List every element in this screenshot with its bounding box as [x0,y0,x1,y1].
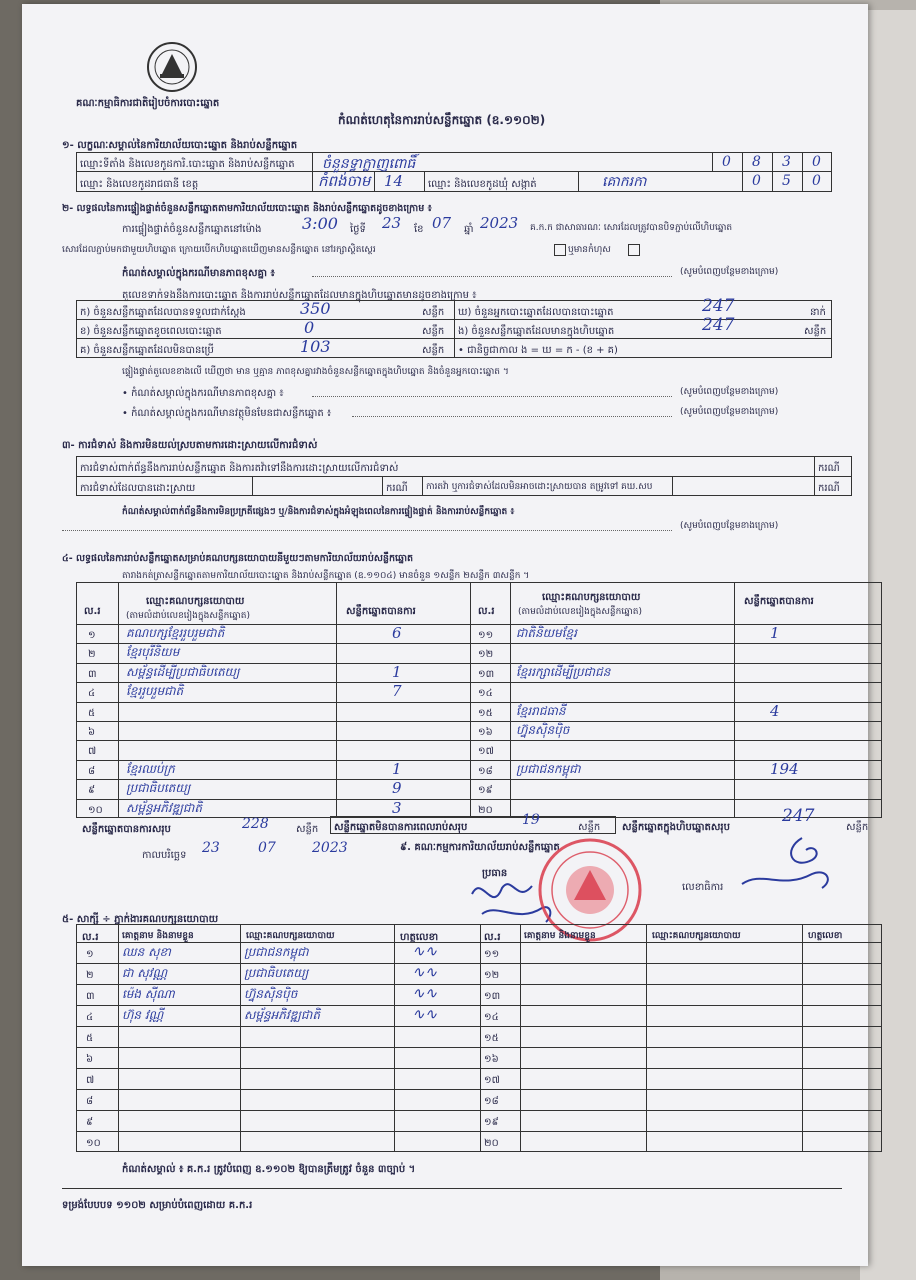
witness-row-no: ១ [86,949,94,960]
total-invalid-value: 19 [522,812,540,828]
party-row-name: ខ្មែរឈប់ក្រ [126,761,175,776]
total-in-box-value: 247 [782,806,815,826]
check-day: 23 [382,214,402,232]
committee-label: ៩. គណៈកម្មការការិយាល័យរាប់សន្លឹកឆ្នោត [400,842,560,853]
witness-row-no: ១១ [484,949,500,960]
witness-row-no: ១៩ [484,1117,499,1128]
party-row-name: ខ្មែររាជធានី [516,703,566,718]
party-row-no: ៥ [88,707,96,719]
check-hour: 3:00 [302,214,338,233]
party-row-votes: 194 [770,759,799,778]
party-row-votes: 6 [392,624,402,642]
irregularity-note: កំណត់សម្គាល់ពាក់ព័ន្ធនឹងការមិនប្រក្រតីផ្សេងៗ ឬ/និងការជំទាស់ក្នុងអំឡុងពេលនៃការផ្ទៀងផ្ទាត់ និងការរាប់សន្លឹកឆ្នោត ៖ [122,507,515,517]
witness-row-no: ១៤ [484,1012,499,1023]
form-sheet: គណៈកម្មាធិការជាតិរៀបចំការបោះឆ្នោត កំណត់ហេតុនៃការរាប់សន្លឹកឆ្នោត (ឧ.១១០២) ១- លក្ខណៈសម្គាល់នៃការិយាល័យបោះឆ្នោត និងរាប់សន្លឹកឆ្នោត ឈ្មោះទីតាំង និងលេខកូដការិ.បោះឆ្នោត និងរាប់សន្លឹកឆ្នោត ចំនួនទ្វាក្លាញពោធិ៍ 0 8 3 0 ឈ្មោះ និងលេខកូដរាជធានី ខេត្ត កំពង់ចាម 14 ឈ្មោះ និងលេខកូដឃុំ សង្កាត់ គោករកា 0 5 0 ២- លទ្ធផលនៃការផ្ទៀងផ្ទាត់ចំនួនសន្លឹកឆ្នោតតាមការិយាល័យបោះឆ្នោត និងរាប់សន្លឹកឆ្នោតដូចខាងក្រោម ៖ ការផ្ទៀងផ្ទាត់ចំនួនសន្លឹកឆ្នោតនៅម៉ោង 3:00 ថ្ងៃទី 23 ខែ 07 ឆ្នាំ 2023 គ.ក.ក ជាសាធារណៈ សោរដែលត្រូវបានបិទភ្ជាប់លើហិបឆ្នោត សោរដែលភ្ជាប់មកជាមួយហិបឆ្នោត ក្រោយបើកហិបឆ្នោតឃើញមានសន្លឹកឆ្នោត នៅរក្សាស្ថិតស្ថេរ ឬមានកំហុស កំណត់សម្គាល់ក្នុងករណីមានភាពខុសគ្នា ៖ (សូមបំពេញបន្ថែមខាងក្រោម) តួលេខទាក់ទងនឹងការបោះឆ្នោត និងការរាប់សន្លឹកឆ្នោតដែលមានក្នុងហិបឆ្នោតមានដូចខាងក្រោម ៖ ក) ចំនួនសន្លឹកឆ្នោតដែលបានទទួលជាក់ស្តែង 350 សន្លឹក ខ) ចំនួនសន្លឹកឆ្នោតខូចពេលបោះឆ្នោត 0 សន្លឹក គ) ចំនួនសន្លឹកឆ្នោតដែលមិនបានប្រើ 103 សន្លឹក ឃ) ចំនួនអ្នកបោះឆ្នោតដែលបានបោះឆ្នោត 247 នាក់ ង) ចំនួនសន្លឹកឆ្នោតដែលមានក្នុងហិបឆ្នោត 247 សន្លឹក • ជានិច្ចជាកាល ង = ឃ = ក - (ខ + គ) ផ្ទៀងផ្ទាត់តួលេខខាងលើ ឃើញថា មាន ឬគ្មាន ភាពខុសគ្នារវាងចំនួនសន្លឹកឆ្នោតក្នុងហិបឆ្នោត និងចំនួនអ្នកបោះឆ្នោត ។ • កំណត់សម្គាល់ក្នុងករណីមានភាពខុសគ្នា ៖ (សូមបំពេញបន្ថែមខាងក្រោម) • កំណត់សម្គាល់ក្នុងករណីមានវត្ថុមិនមែនជាសន្លឹកឆ្នោត ៖ (សូមបំពេញបន្ថែមខាងក្រោម) ៣- ការជំទាស់ និងការមិនយល់ស្របតាមការដោះស្រាយលើការជំទាស់ ការជំទាស់ពាក់ព័ន្ធនឹងការរាប់សន្លឹកឆ្នោត និងការតវ៉ាទៅនឹងការដោះស្រាយលើការជំទាស់ ករណី ការជំទាស់ដែលបានដោះស្រាយ ករណី ការតវ៉ា ឬការជំទាស់ដែលមិនអាចដោះស្រាយបាន តម្រូវទៅ គឃ.សប ករណី កំណត់សម្គាល់ពាក់ព័ន្ធនឹងការមិនប្រក្រតីផ្សេងៗ ឬ/និងការជំទាស់ក្នុងអំឡុងពេលនៃការផ្ទៀងផ្ទាត់ និងការរាប់សន្លឹកឆ្នោត ៖ (សូមបំពេញបន្ថែមខាងក្រោម) ៤- លទ្ធផលនៃការរាប់សន្លឹកឆ្នោតសម្រាប់គណបក្សនយោបាយនីមួយៗតាមការិយាល័យរាប់សន្លឹកឆ្នោត តារាងកត់ត្រាសន្លឹកឆ្នោតតាមការិយាល័យបោះឆ្នោត និងរាប់សន្លឹកឆ្នោត (ឧ.១១០៤) មានចំនួន ១សន្លឹក ២សន្លឹក ៣សន្លឹក ។ ល.រ ឈ្មោះគណបក្សនយោបាយ (តាមលំដាប់លេខរៀងក្នុងសន្លឹកឆ្នោត) សន្លឹកឆ្នោតបានការ ល.រ ឈ្មោះគណបក្សនយោបាយ (តាមលំដាប់លេខរៀងក្នុងសន្លឹកឆ្នោត) សន្លឹកឆ្នោតបានការ ១ គណបក្សខ្មែររួបរួមជាតិ 6 ១១ ជាតិនិយមខ្មែរ 1 ២ ខ្មែរបុរីនិយម ១២ ៣ សម្ព័ន្ធដើម្បីប្រជាធិបតេយ្យ 1 ១៣ ខ្មែររក្សាដើម្បីប្រជាជន ៤ ខ្មែររួបរួមជាតិ 7 ១៤ ៥ ១៥ ខ្មែររាជធានី 4 ៦ ១៦ ហ្វ៊ុនស៊ិនប៉ិច ៧ ១៧ ៨ ខ្មែរឈប់ក្រ 1 ១៨ ប្រជាជនកម្ពុជា 194 ៩ ប្រជាធិបតេយ្យ 9 ១៩ ១០ សម្ព័ន្ធអភិវឌ្ឍជាតិ 3 ២០ សន្លឹកឆ្នោតបានការសរុប 228 សន្លឹក សន្លឹកឆ្នោតមិនបានការពេលរាប់សរុប 19 សន្លឹក សន្លឹកឆ្នោតក្នុងហិបឆ្នោតសរុប 247 សន្លឹក កាលបរិច្ឆេទ 23 07 2023 ៩. គណៈកម្មការការិយាល័យរាប់សន្លឹកឆ្នោត ប្រធាន លេខាធិការ ៥- សាក្សី ÷ ភ្នាក់ងារគណបក្សនយោបាយ ល.រ គោត្តនាម និងនាមខ្លួន ឈ្មោះគណបក្សនយោបាយ ហត្ថលេខា ល.រ គោត្តនាម និងនាមខ្លួន ឈ្មោះគណបក្សនយោបាយ ហត្ថលេខា ១ ឈន សុខា ប្រជាជនកម្ពុជា ∿∿ ១១ ២ ជា សុវណ្ណ ប្រជាធិបតេយ្យ ∿∿ ១២ ៣ ម៉េង ស៊ីណា ហ្វ៊ុនស៊ិនប៉ិច ∿∿ ១៣ ៤ ហ៊ុន វណ្ណី សម្ព័ន្ធអភិវឌ្ឍជាតិ ∿∿ ១៤ ៥ ១៥ ៦ ១៦ ៧ ១៧ ៨ ១៨ ៩ ១៩ ១០ ២០ កំណត់សម្គាល់ ៖ គ.ក.រ ត្រូវបំពេញ ឧ.១១០២ ឱ្យបានត្រឹមត្រូវ ចំនួន ៣ច្បាប់ ។ ទម្រង់បែបបទ ១១០២ សម្រាប់បំពេញដោយ គ.ក.រ [22,4,868,1266]
total-invalid-label: សន្លឹកឆ្នោតមិនបានការពេលរាប់សរុប [334,822,468,833]
total-valid-label: សន្លឹកឆ្នោតបានការសរុប [82,824,171,835]
party-row-name: ខ្មែររក្សាដើម្បីប្រជាជន [516,664,611,679]
witness-row-no: ១២ [484,970,500,981]
witness-row-no: ១០ [86,1138,101,1149]
party-row-no: ១១ [478,630,494,641]
party-row-name: ខ្មែររួបរួមជាតិ [126,684,184,699]
voters-value: 247 [702,296,735,316]
witness-row-no: ៥ [86,1033,94,1044]
voters-label: ឃ) ចំនួនអ្នកបោះឆ្នោតដែលបានបោះឆ្នោត [458,307,614,318]
witness-row-name: ជា សុវណ្ណ [122,966,168,980]
party-row-name: សម្ព័ន្ធដើម្បីប្រជាធិបតេយ្យ [126,664,240,679]
form-title: កំណត់ហេតុនៃការរាប់សន្លឹកឆ្នោត (ឧ.១១០២) [338,113,546,127]
section5-title: ៥- សាក្សី ÷ ភ្នាក់ងារគណបក្សនយោបាយ [62,914,219,925]
witness-row-no: ២ [86,970,94,981]
party-row-no: ១៧ [478,746,494,758]
spoiled-value: 0 [304,318,315,337]
nec-seal-icon [144,40,200,94]
no-seal-checkbox[interactable] [554,244,566,256]
total-valid-value: 228 [242,816,269,832]
in-box-label: ង) ចំនួនសន្លឹកឆ្នោតដែលមានក្នុងហិបឆ្នោត [458,326,615,337]
check-line: ផ្ទៀងផ្ទាត់តួលេខខាងលើ ឃើញថា មាន ឬគ្មាន ភាពខុសគ្នារវាងចំនួនសន្លឹកឆ្នោតក្នុងហិបឆ្នោត និងចំនួនអ្នកបោះឆ្នោត ។ [122,367,509,377]
witness-row-name: ម៉េង ស៊ីណា [122,987,175,1001]
party-row-no: ១០ [88,804,103,816]
check-time-label: ការផ្ទៀងផ្ទាត់ចំនួនសន្លឹកឆ្នោតនៅម៉ោង [122,224,262,235]
party-row-no: ២ [88,649,96,661]
section2-title: ២- លទ្ធផលនៃការផ្ទៀងផ្ទាត់ចំនួនសន្លឹកឆ្នោតតាមការិយាល័យបោះឆ្នោត និងរាប់សន្លឹកឆ្នោតដូចខាងក្រោម ៖ [62,203,432,214]
date-month: 07 [258,840,276,856]
witness-row-name: ឈន សុខា [122,945,171,959]
witness-signature-icon: ∿∿ [412,942,438,960]
polling-station-value: ចំនួនទ្វាក្លាញពោធិ៍ [322,156,416,172]
party-row-votes: 1 [770,624,780,642]
witness-row-no: ១៨ [484,1096,499,1107]
witness-row-no: ៦ [86,1054,94,1065]
witness-row-party: ប្រជាជនកម្ពុជា [244,945,309,959]
station-code-3: 3 [782,154,791,170]
secretary-label: លេខាធិការ [682,882,724,893]
section1-title: ១- លក្ខណៈសម្គាល់នៃការិយាល័យបោះឆ្នោត និងរាប់សន្លឹកឆ្នោត [62,140,298,151]
commune-code-1: 0 [752,173,761,189]
party-row-no: ៨ [88,765,96,777]
party-row-no: ២០ [478,804,493,816]
party-row-no: ១ [88,630,96,641]
footer-note: កំណត់សម្គាល់ ៖ គ.ក.រ ត្រូវបំពេញ ឧ.១១០២ ឱ្យបានត្រឹមត្រូវ ចំនួន ៣ច្បាប់ ។ [122,1164,416,1175]
party-row-name: ហ្វ៊ុនស៊ិនប៉ិច [516,723,570,737]
party-row-no: ១៨ [478,765,493,777]
commune-value: គោករកា [602,174,647,190]
section4-title: ៤- លទ្ធផលនៃការរាប់សន្លឹកឆ្នោតសម្រាប់គណបក្សនយោបាយនីមួយៗតាមការិយាល័យរាប់សន្លឹកឆ្នោត [62,553,414,564]
witness-row-party: ហ្វ៊ុនស៊ិនប៉ិច [244,987,298,1001]
error-checkbox[interactable] [628,244,640,256]
date-day: 23 [202,840,220,856]
party-row-name: សម្ព័ន្ធអភិវឌ្ឍជាតិ [126,800,202,815]
province-label: ឈ្មោះ និងលេខកូដរាជធានី ខេត្ត [80,179,199,190]
commune-code-2: 5 [782,173,791,189]
witness-row-no: ៨ [86,1096,94,1107]
party-row-name: ជាតិនិយមខ្មែរ [516,626,577,640]
unused-label: គ) ចំនួនសន្លឹកឆ្នោតដែលមិនបានប្រើ [80,345,214,356]
witness-row-no: ៤ [86,1012,94,1023]
party-row-votes: 4 [770,701,780,720]
witness-row-no: ៧ [86,1075,95,1086]
witness-signature-icon: ∿∿ [412,984,438,1002]
party-row-name: ប្រជាជនកម្ពុជា [516,761,581,776]
chair-label: ប្រធាន [482,868,508,879]
commune-code-3: 0 [812,173,821,189]
station-code-2: 8 [752,154,761,170]
party-row-no: ១២ [478,649,494,661]
station-code-4: 0 [812,154,821,170]
party-row-no: ១៩ [478,785,493,797]
party-row-no: ៤ [88,688,96,700]
party-row-name: ប្រជាធិបតេយ្យ [126,781,191,796]
party-row-no: ១៤ [478,688,493,700]
spoiled-label: ខ) ចំនួនសន្លឹកឆ្នោតខូចពេលបោះឆ្នោត [80,326,222,337]
polling-station-label: ឈ្មោះទីតាំង និងលេខកូដការិ.បោះឆ្នោត និងរាប់សន្លឹកឆ្នោត [80,159,295,170]
received-label: ក) ចំនួនសន្លឹកឆ្នោតដែលបានទទួលជាក់ស្តែង [80,307,246,318]
party-row-no: ១៥ [478,707,493,719]
witness-row-no: ១៧ [484,1075,500,1086]
witness-row-no: ១៥ [484,1033,499,1044]
party-row-no: ៧ [88,746,97,758]
org-name: គណៈកម្មាធិការជាតិរៀបចំការបោះឆ្នោត [76,98,220,109]
difference-note-label: កំណត់សម្គាល់ក្នុងករណីមានភាពខុសគ្នា ៖ [122,268,275,279]
party-row-votes: 7 [392,682,402,701]
witness-row-no: ១៣ [484,991,501,1002]
witness-row-party: សម្ព័ន្ធអភិវឌ្ឍជាតិ [244,1008,320,1022]
party-row-votes: 1 [392,662,402,681]
party-row-no: ១៦ [478,727,493,738]
check-month: 07 [432,214,452,232]
province-value: កំពង់ចាម [318,172,371,190]
party-row-no: ៣ [88,668,97,680]
check-year: 2023 [480,214,519,232]
party-row-votes: 3 [392,798,402,817]
station-code-1: 0 [722,154,731,170]
party-row-votes: 1 [392,759,402,778]
section3-title: ៣- ការជំទាស់ និងការមិនយល់ស្របតាមការដោះស្រាយលើការជំទាស់ [62,440,318,451]
witness-row-no: ៩ [86,1117,94,1128]
secretary-signature-icon [722,830,852,900]
party-row-name: គណបក្សខ្មែររួបរួមជាតិ [126,626,225,640]
total-in-box-label: សន្លឹកឆ្នោតក្នុងហិបឆ្នោតសរុប [622,822,730,833]
party-row-name: ខ្មែរបុរីនិយម [126,645,180,660]
witness-row-no: ១៦ [484,1054,499,1065]
unused-value: 103 [300,337,331,356]
witness-signature-icon: ∿∿ [412,963,438,981]
party-row-no: ៩ [88,785,96,797]
commune-label: ឈ្មោះ និងលេខកូដឃុំ សង្កាត់ [428,179,537,190]
received-value: 350 [300,299,331,318]
in-box-value: 247 [702,315,735,335]
party-row-no: ៦ [88,727,96,738]
witness-row-no: ៣ [86,991,95,1002]
party-row-votes: 9 [392,779,402,798]
formula-label: • ជានិច្ចជាកាល ង = ឃ = ក - (ខ + គ) [458,345,618,356]
witness-row-party: ប្រជាធិបតេយ្យ [244,966,309,980]
date-year: 2023 [312,840,348,856]
witness-row-name: ហ៊ុន វណ្ណី [122,1008,164,1022]
date-label: កាលបរិច្ឆេទ [142,850,187,861]
province-code: 14 [384,172,404,190]
form-footer: ទម្រង់បែបបទ ១១០២ សម្រាប់បំពេញដោយ គ.ក.រ [62,1200,253,1211]
witness-signature-icon: ∿∿ [412,1005,438,1023]
witness-row-no: ២០ [484,1138,499,1149]
party-row-no: ១៣ [478,668,495,680]
witness-table [76,924,882,1152]
